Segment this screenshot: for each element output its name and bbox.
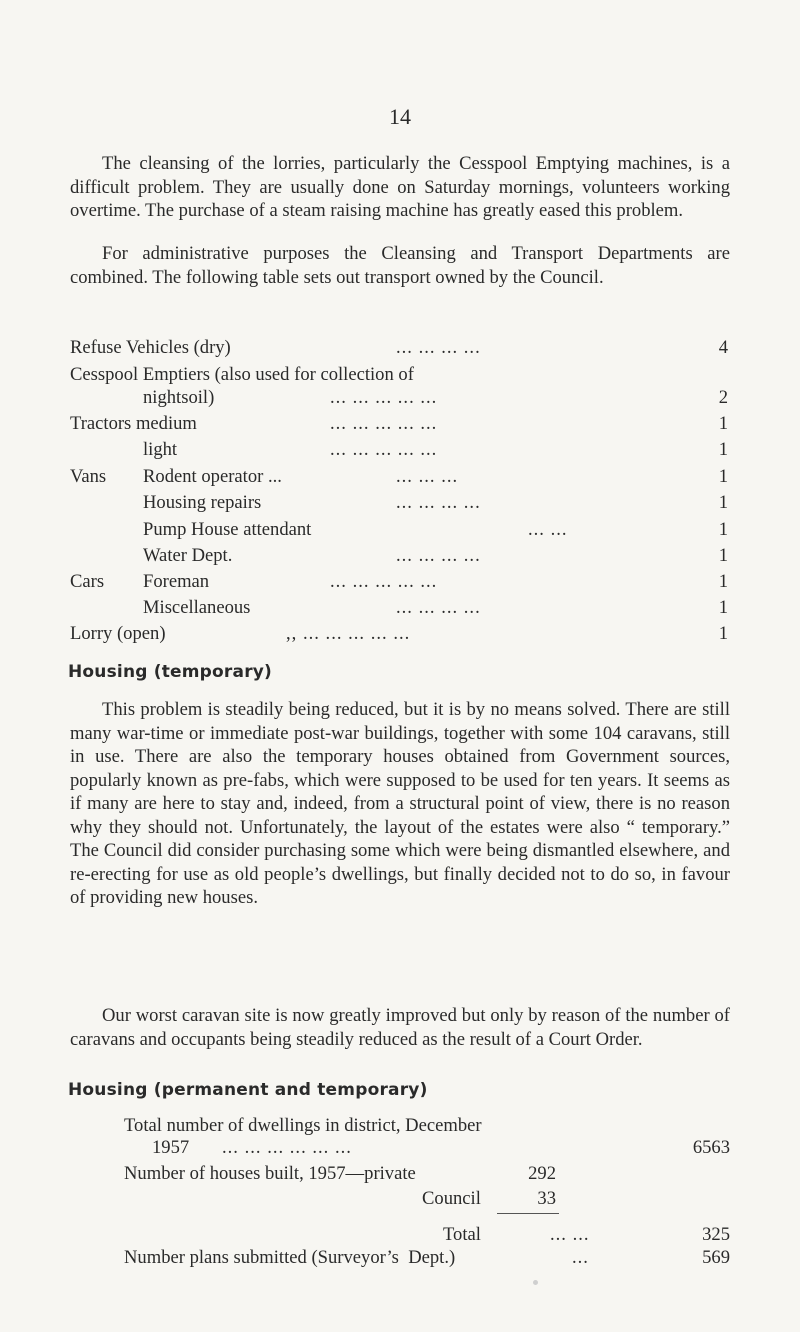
row-count: 1 [718, 597, 728, 618]
stat-total-dwellings-label [124, 1114, 482, 1137]
row-label: Housing repairs [143, 492, 262, 513]
leader-dots: ... [572, 1247, 589, 1268]
row-count: 1 [718, 439, 728, 460]
row-label: Rodent operator ... [143, 466, 282, 487]
leader-dots: ... ... ... ... ... [330, 387, 438, 408]
row-label: Miscellaneous [143, 597, 251, 618]
row-label: Water Dept. [143, 545, 233, 566]
row-group-label: Vans [70, 466, 107, 487]
row-label: nightsoil) [143, 387, 215, 408]
row-label: Cesspool Emptiers (also used for collection of [70, 364, 414, 385]
row-label: Pump House attendant [143, 519, 312, 540]
row-count: 2 [718, 387, 728, 408]
row-label: Tractors medium [70, 413, 197, 434]
row-count: 1 [718, 571, 728, 592]
leader-dots: ... ... ... ... [396, 545, 481, 566]
leader-dots: ... ... ... ... [396, 492, 481, 513]
paragraph-housing-temporary: This problem is steadily being reduced, but it is by no means solved. There are still many war-time or immediate post-war buildings, together with some 104 caravans, still in use. There are also the temporary houses obtained from Government sources, popularly known as pre-fabs, which were supposed to be used for ten years. It seems as if many are here to stay and, indeed, from a structural point of view, there is no reason why they should not. Unfortunately, the layout of the estates were also “ temporary.” The Council did consider purchasing some which were being dismantled elsewhere, and re-erecting for use as old people’s dwellings, but finally decided not to do so, in favour of providing new houses. [70, 699, 730, 908]
leader-dots: ... ... ... [396, 466, 459, 487]
paper-smudge [533, 1280, 538, 1285]
stat-label: Total number of dwellings in district, December [124, 1115, 482, 1136]
row-count: 4 [718, 337, 728, 358]
paragraph-lorry-cleansing: The cleansing of the lorries, particularly the Cesspool Emptying machines, is a difficult problem. They are usually done on Saturday mornings, volunteers working overtime. The purchase of a steam raising machine has greatly eased this problem. [70, 153, 730, 221]
leader-dots: ... ... ... ... ... [330, 439, 438, 460]
stat-value-private: 292 [528, 1163, 556, 1184]
leader-dots: ... ... ... ... ... [330, 413, 438, 434]
row-count: 1 [718, 623, 728, 644]
row-label: Lorry (open) [70, 623, 166, 644]
page-number: 14 [389, 104, 411, 129]
row-count: 1 [718, 519, 728, 540]
leader-dots: ... ... ... ... ... ... [222, 1137, 352, 1158]
stat-value: 6563 [692, 1137, 730, 1158]
stat-value-total: 325 [702, 1224, 730, 1245]
heading-housing-permanent-temporary: Housing (permanent and temporary) [68, 1080, 428, 1100]
paragraph-caravan-site: Our worst caravan site is now greatly improved but only by reason of the number of caravans and occupants being steadily reduced as the result of a Court Order. [70, 1005, 730, 1050]
row-label: light [143, 439, 178, 460]
stat-label: Council [422, 1188, 481, 1209]
leader-dots: ... ... ... ... ... [330, 571, 438, 592]
row-count: 1 [718, 545, 728, 566]
row-group-label: Cars [70, 571, 105, 592]
paragraph-administration: For administrative purposes the Cleansing and Transport Departments are combined. The following table sets out transport owned by the Council. [70, 243, 730, 288]
stat-value-council: 33 [537, 1188, 556, 1209]
stat-year: 1957 [152, 1137, 190, 1158]
leader-dots: ... ... [528, 519, 568, 540]
stat-label: Total [443, 1224, 481, 1245]
heading-housing-temporary: Housing (temporary) [68, 662, 273, 682]
row-label: Foreman [143, 571, 210, 592]
stat-label: Number plans submitted (Surveyor’s Dept.) [124, 1247, 456, 1268]
row-label: Refuse Vehicles (dry) [70, 337, 231, 358]
leader-dots: ,, ... ... ... ... ... [286, 623, 411, 644]
leader-dots: ... ... [550, 1224, 590, 1245]
stat-value-plans: 569 [702, 1247, 730, 1268]
row-count: 1 [718, 413, 728, 434]
sum-rule [497, 1213, 559, 1214]
stat-label: Number of houses built, 1957—private [124, 1163, 416, 1184]
leader-dots: ... ... ... ... [396, 337, 481, 358]
row-count: 1 [718, 466, 728, 487]
row-count: 1 [718, 492, 728, 513]
leader-dots: ... ... ... ... [396, 597, 481, 618]
